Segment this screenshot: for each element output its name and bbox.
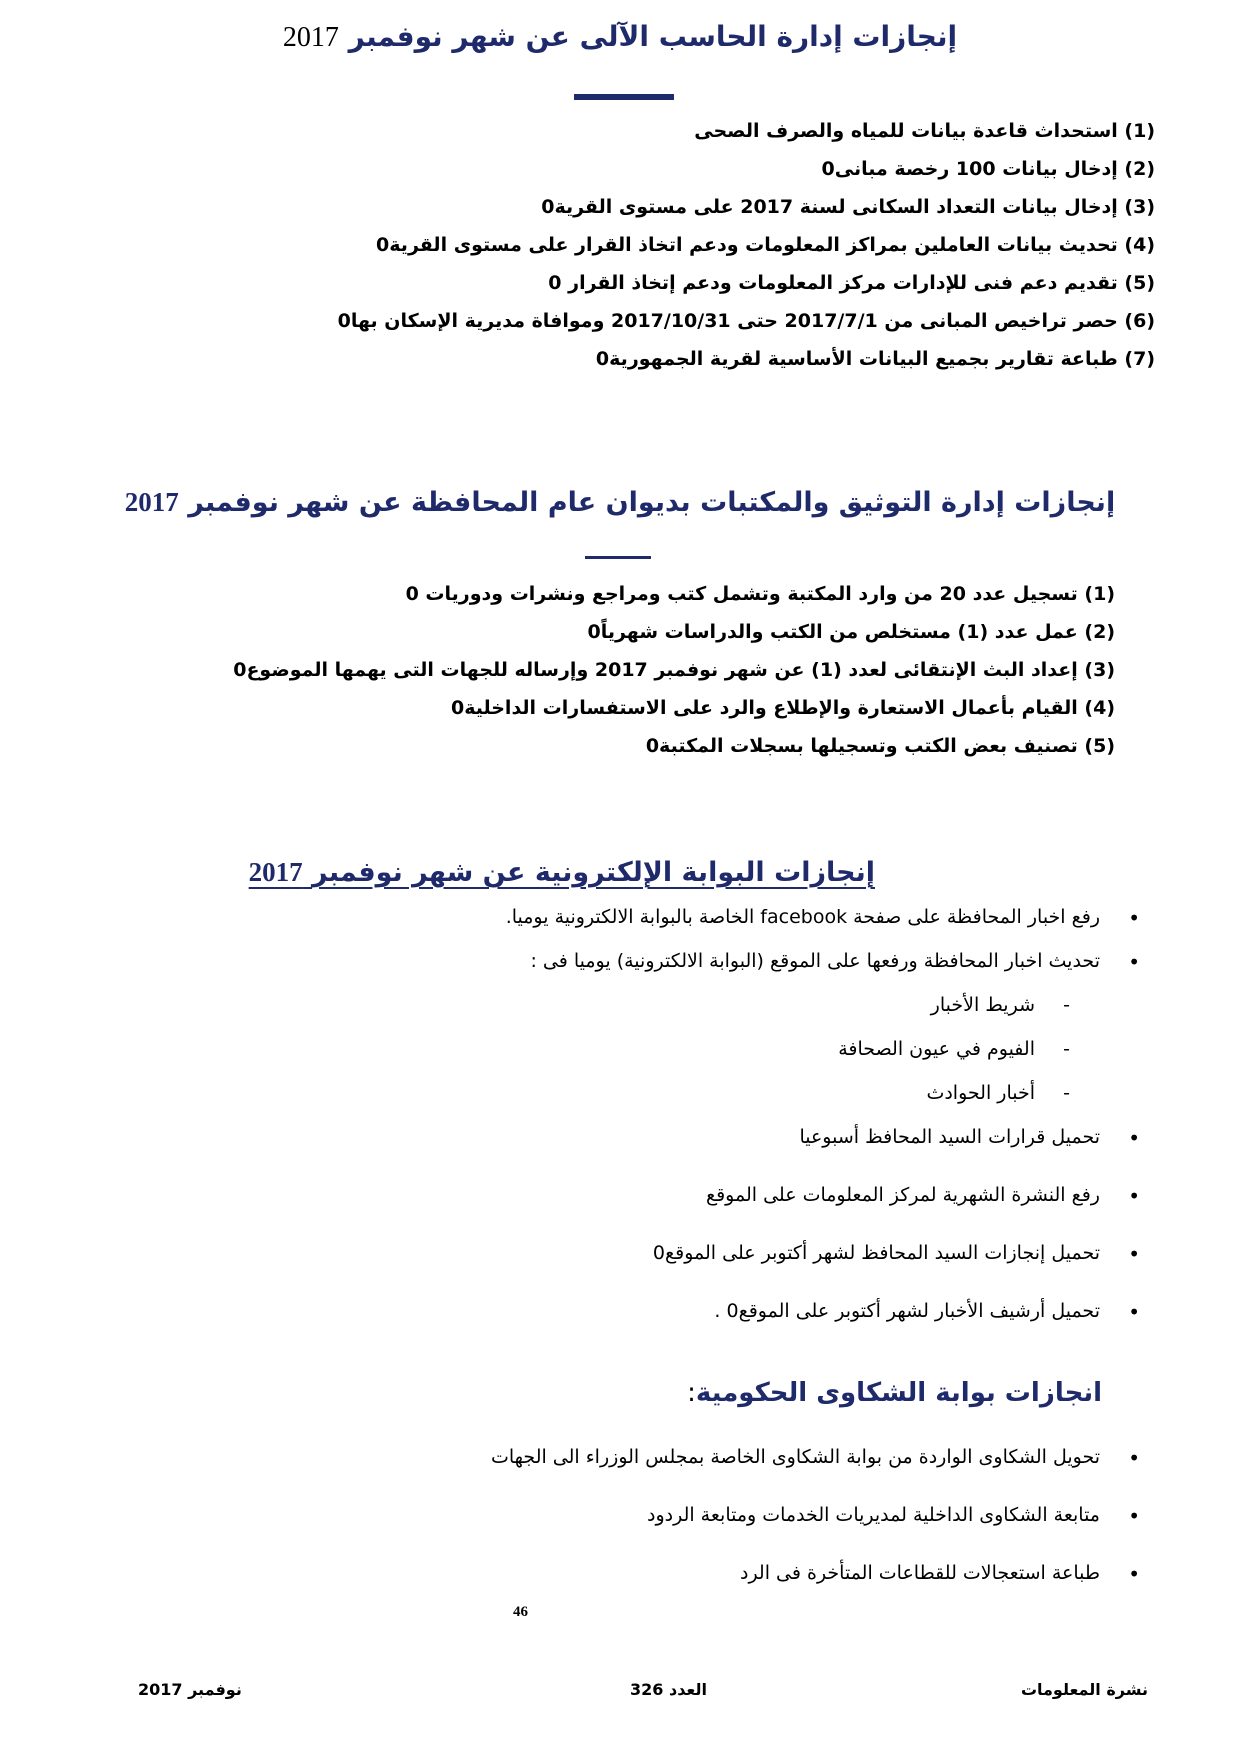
page-number: 46 xyxy=(513,1604,528,1620)
list-item: • متابعة الشكاوى الداخلية لمديريات الخدمات ومتابعة الردود xyxy=(647,1504,1100,1526)
footer-left: نوفمبر 2017 xyxy=(138,1680,242,1699)
list-item: (3) إعداد البث الإنتقائى لعدد (1) عن شهر نوفمبر 2017 وإرساله للجهات التى يهمها الموضوع0 xyxy=(233,659,1115,681)
section3-title-text: إنجازات البوابة الإلكترونية عن شهر نوفمبر xyxy=(312,857,875,888)
section2-year: 2017 xyxy=(124,487,179,517)
list-item: (1) تسجيل عدد 20 من وارد المكتبة وتشمل كتب ومراجع ونشرات ودوريات 0 xyxy=(405,583,1115,605)
section2-title xyxy=(0,487,1240,518)
list-item: (2) عمل عدد (1) مستخلص من الكتب والدراسات شهرياً0 xyxy=(587,621,1115,643)
section4-title xyxy=(687,1378,1102,1408)
list-item: (6) حصر تراخيص المبانى من 2017/7/1 حتى 2017/10/31 وموافاة مديرية الإسكان بها0 xyxy=(337,310,1155,332)
section3-title xyxy=(249,857,875,888)
list-item: (4) تحديث بيانات العاملين بمراكز المعلومات ودعم اتخاذ القرار على مستوى القرية0 xyxy=(376,234,1155,256)
section4-title-suffix: : xyxy=(687,1378,696,1408)
list-item: (3) إدخال بيانات التعداد السكانى لسنة 2017 على مستوى القرية0 xyxy=(541,196,1155,218)
sub-item: - أخبار الحوادث xyxy=(926,1082,1035,1104)
footer-right: نشرة المعلومات xyxy=(1020,1680,1148,1699)
list-item: (4) القيام بأعمال الاستعارة والإطلاع والرد على الاستفسارات الداخلية0 xyxy=(450,697,1115,719)
footer-center: العدد 326 xyxy=(630,1680,707,1699)
list-item: • طباعة استعجالات للقطاعات المتأخرة فى الرد xyxy=(740,1562,1100,1584)
list-item: (7) طباعة تقارير بجميع البيانات الأساسية لقرية الجمهورية0 xyxy=(595,348,1155,370)
section1-title xyxy=(0,20,1240,54)
list-item: • تحميل إنجازات السيد المحافظ لشهر أكتوبر على الموقع0 xyxy=(653,1242,1100,1264)
sub-item: - الفيوم في عيون الصحافة xyxy=(838,1038,1035,1060)
section2-rule xyxy=(585,556,651,559)
list-item: • رفع النشرة الشهرية لمركز المعلومات على الموقع xyxy=(706,1184,1100,1206)
list-item: (5) تقديم دعم فنى للإدارات مركز المعلومات ودعم إتخاذ القرار 0 xyxy=(548,272,1155,294)
section4-title-text: انجازات بوابة الشكاوى الحكومية xyxy=(695,1378,1102,1408)
list-item: • تحديث اخبار المحافظة ورفعها على الموقع (البوابة الالكترونية) يوميا فى : xyxy=(530,950,1100,972)
list-item: (1) استحداث قاعدة بيانات للمياه والصرف الصحى xyxy=(694,120,1155,142)
list-item: (5) تصنيف بعض الكتب وتسجيلها بسجلات المكتبة0 xyxy=(645,735,1115,757)
list-item: (2) إدخال بيانات 100 رخصة مبانى0 xyxy=(821,158,1155,180)
section1-year: 2017 xyxy=(282,22,339,53)
section1-title-text: إنجازات إدارة الحاسب الآلى عن شهر نوفمبر xyxy=(348,20,958,53)
list-item: • تحميل أرشيف الأخبار لشهر أكتوبر على الموقع0 . xyxy=(714,1300,1100,1322)
section2-title-text: إنجازات إدارة التوثيق والمكتبات بديوان عام المحافظة عن شهر نوفمبر xyxy=(188,487,1116,518)
list-item: • تحويل الشكاوى الواردة من بوابة الشكاوى الخاصة بمجلس الوزراء الى الجهات xyxy=(491,1446,1100,1468)
sub-item: - شريط الأخبار xyxy=(931,994,1035,1016)
section3-year: 2017 xyxy=(248,857,303,887)
section1-rule xyxy=(574,94,674,100)
list-item: • رفع اخبار المحافظة على صفحة facebook الخاصة بالبوابة الالكترونية يوميا. xyxy=(506,906,1100,928)
list-item: • تحميل قرارات السيد المحافظ أسبوعيا xyxy=(799,1126,1100,1148)
